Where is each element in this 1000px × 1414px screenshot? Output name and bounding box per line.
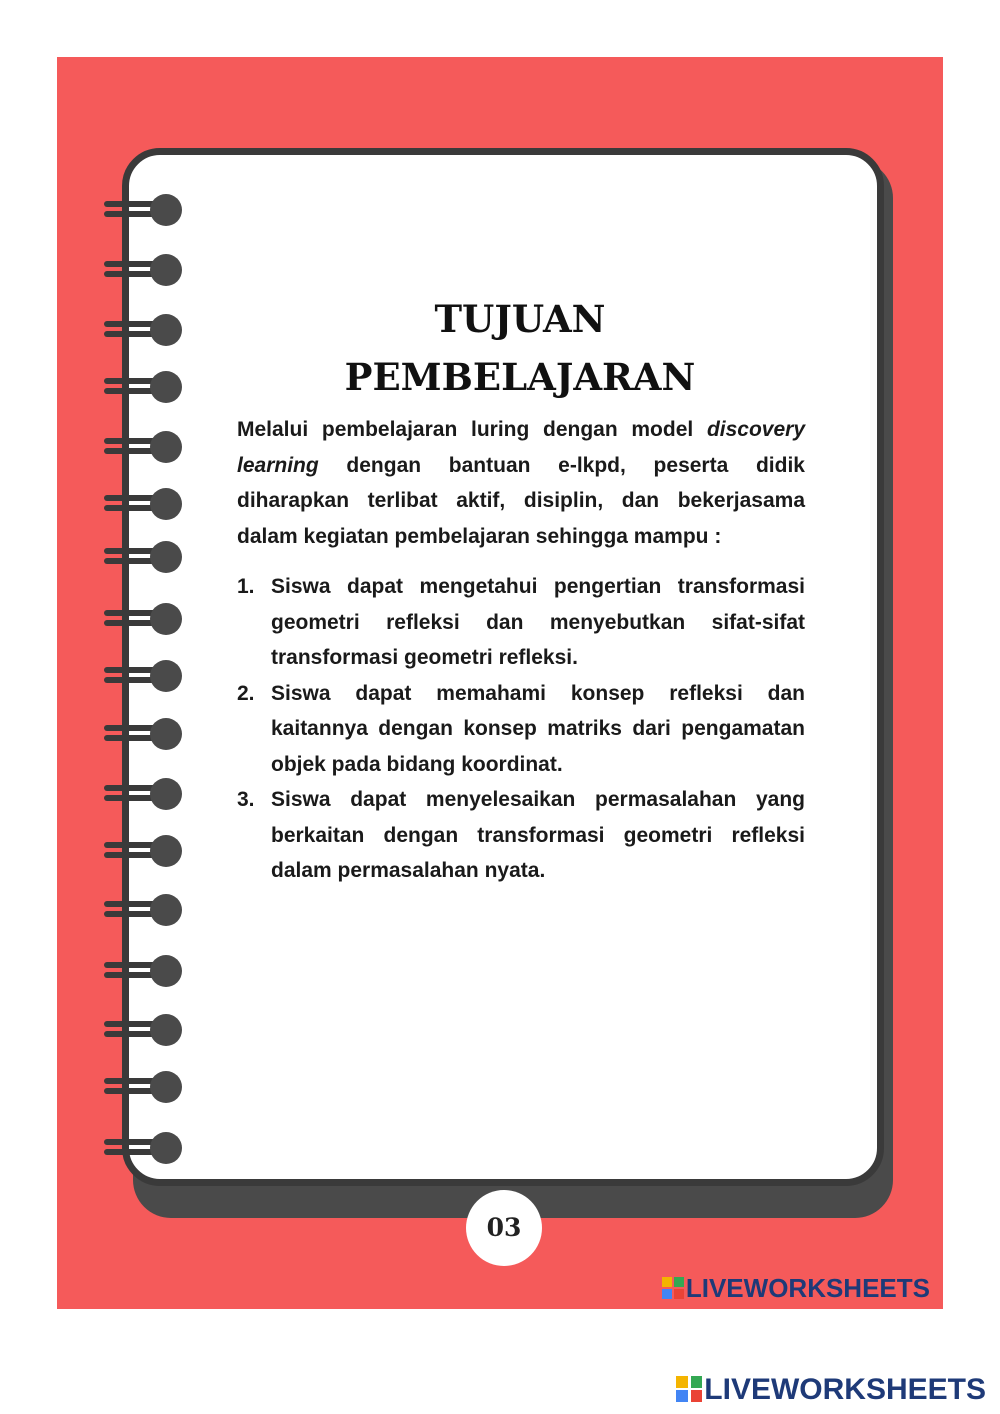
liveworksheets-logo-icon: [676, 1376, 702, 1402]
binding-ring: [104, 1131, 184, 1165]
brand-logo-footer[interactable]: [676, 1374, 986, 1406]
intro-paragraph: [237, 412, 805, 554]
page-number: 03: [466, 1190, 542, 1266]
intro-text-2: dengan bantuan e-lkpd, peserta didik diharapkan terlibat aktif, disiplin, dan bekerjasama dalam kegiatan pembelajaran sehingga mampu :: [237, 453, 805, 548]
list-item: [237, 782, 805, 889]
binding-ring: [104, 834, 184, 868]
list-number: 2.: [237, 681, 255, 705]
list-number: 3.: [237, 788, 255, 811]
list-text: Siswa dapat mengetahui pengertian transformasi geometri refleksi dan menyebutkan sifat-sifat transformasi geometri refleksi.: [271, 575, 805, 669]
binding-ring: [104, 253, 184, 287]
binding-ring: [104, 659, 184, 693]
list-item: [237, 676, 805, 783]
binding-ring: [104, 717, 184, 751]
page-title: [300, 290, 740, 406]
binding-ring: [104, 1070, 184, 1104]
liveworksheets-logo-icon: [662, 1277, 684, 1299]
intro-text-1: Melalui pembelajaran luring dengan model: [237, 418, 707, 441]
binding-ring: [104, 893, 184, 927]
binding-ring: [104, 313, 184, 347]
objectives-list: [237, 569, 805, 889]
list-item: [237, 569, 805, 676]
intro-emphasis: discovery learning: [237, 418, 805, 477]
binding-ring: [104, 487, 184, 521]
binding-ring: [104, 193, 184, 227]
binding-ring: [104, 540, 184, 574]
binding-ring: [104, 777, 184, 811]
list-text: Siswa dapat menyelesaikan permasalahan yang berkaitan dengan transformasi geometri refleksi dalam permasalahan nyata.: [271, 788, 805, 882]
list-text: Siswa dapat memahami konsep refleksi dan kaitannya dengan konsep matriks dari pengamatan objek pada bidang koordinat.: [271, 681, 805, 776]
title-line-2: PEMBELAJARAN: [344, 355, 696, 399]
binding-ring: [104, 430, 184, 464]
brand-logo-inner[interactable]: [662, 1274, 930, 1302]
list-number: 1.: [237, 575, 255, 598]
binding-ring: [104, 602, 184, 636]
brand-text: LIVEWORKSHEETS: [704, 1373, 986, 1406]
binding-ring: [104, 954, 184, 988]
binding-ring: [104, 370, 184, 404]
title-line-1: TUJUAN: [434, 297, 606, 341]
brand-text: LIVEWORKSHEETS: [685, 1273, 930, 1303]
binding-ring: [104, 1013, 184, 1047]
